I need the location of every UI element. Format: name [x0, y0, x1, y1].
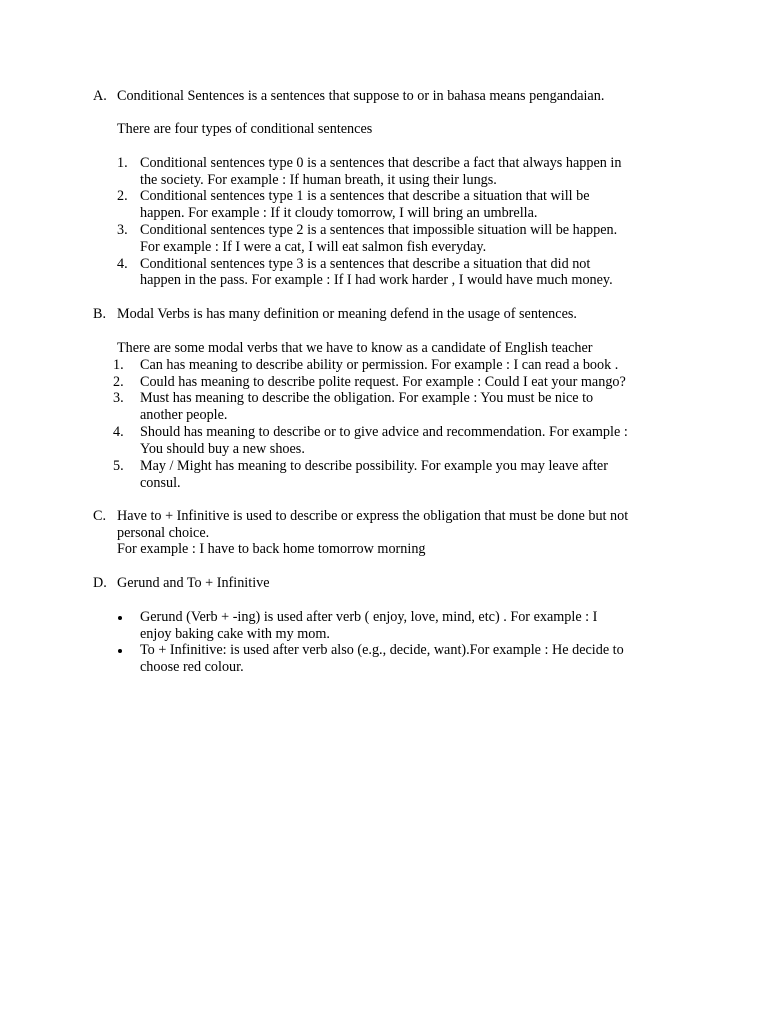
section-a-item-4-line-2: happen in the pass. For example : If I had work harder , I would have much money.: [140, 272, 613, 288]
section-a-item-1-line-1: Conditional sentences type 0 is a sentences that describe a fact that always happen in: [140, 155, 622, 171]
bullet-dot-icon: [118, 616, 122, 620]
section-a-item-2-line-2: happen. For example : If it cloudy tomorrow, I will bring an umbrella.: [140, 205, 538, 221]
section-c-line-2: personal choice.: [117, 525, 210, 541]
section-d-letter: D.: [93, 575, 107, 591]
section-d-bullet-1-line-1: Gerund (Verb + -ing) is used after verb ( enjoy, love, mind, etc) . For example : I: [140, 609, 598, 625]
section-a-letter: A.: [93, 88, 107, 104]
section-a-item-1-number: 1.: [117, 155, 128, 171]
section-d-heading: Gerund and To + Infinitive: [117, 575, 270, 591]
section-b-item-3-line-1: Must has meaning to describe the obligation. For example : You must be nice to: [140, 390, 594, 406]
section-a-item-4-number: 4.: [117, 256, 128, 272]
bullet-dot-icon: [118, 649, 122, 653]
section-a-item-3-number: 3.: [117, 222, 128, 238]
section-b-item-3-number: 3.: [113, 390, 124, 406]
section-b-heading: Modal Verbs is has many definition or meaning defend in the usage of sentences.: [117, 306, 577, 322]
section-a-item-2-line-1: Conditional sentences type 1 is a sentences that describe a situation that will be: [140, 188, 590, 204]
section-a-item-2-number: 2.: [117, 188, 128, 204]
section-b-item-2-line-1: Could has meaning to describe polite request. For example : Could I eat your mango?: [140, 374, 626, 390]
section-a-intro: There are four types of conditional sentences: [117, 121, 373, 137]
section-b-item-4-number: 4.: [113, 424, 124, 440]
section-b-item-1-number: 1.: [113, 357, 124, 373]
section-c-line-3: For example : I have to back home tomorrow morning: [117, 541, 426, 557]
section-c-letter: C.: [93, 508, 107, 524]
section-b-item-5-line-2: consul.: [140, 475, 181, 491]
section-b-intro: There are some modal verbs that we have to know as a candidate of English teacher: [117, 340, 593, 356]
section-b-item-3-line-2: another people.: [140, 407, 228, 423]
section-a-item-1-line-2: the society. For example : If human breath, it using their lungs.: [140, 172, 497, 188]
section-a-item-4-line-1: Conditional sentences type 3 is a sentences that describe a situation that did not: [140, 256, 591, 272]
section-c-line-1: Have to + Infinitive is used to describe or express the obligation that must be done but not: [117, 508, 629, 524]
section-d-bullet-2-line-1: To + Infinitive: is used after verb also (e.g., decide, want).For example : He decide to: [140, 642, 624, 658]
section-b-item-5-line-1: May / Might has meaning to describe possibility. For example you may leave after: [140, 458, 608, 474]
section-a-item-3-line-1: Conditional sentences type 2 is a sentences that impossible situation will be happen.: [140, 222, 618, 238]
section-d-bullet-2-line-2: choose red colour.: [140, 659, 244, 675]
section-d-bullet-1-line-2: enjoy baking cake with my mom.: [140, 626, 330, 642]
section-b-item-1-line-1: Can has meaning to describe ability or permission. For example : I can read a book .: [140, 357, 619, 373]
section-a-heading: Conditional Sentences is a sentences that suppose to or in bahasa means pengandaian.: [117, 88, 605, 104]
section-b-item-2-number: 2.: [113, 374, 124, 390]
section-b-item-4-line-1: Should has meaning to describe or to give advice and recommendation. For example :: [140, 424, 628, 440]
section-b-item-4-line-2: You should buy a new shoes.: [140, 441, 305, 457]
section-b-letter: B.: [93, 306, 107, 322]
section-b-item-5-number: 5.: [113, 458, 124, 474]
section-a-item-3-line-2: For example : If I were a cat, I will eat salmon fish everyday.: [140, 239, 487, 255]
